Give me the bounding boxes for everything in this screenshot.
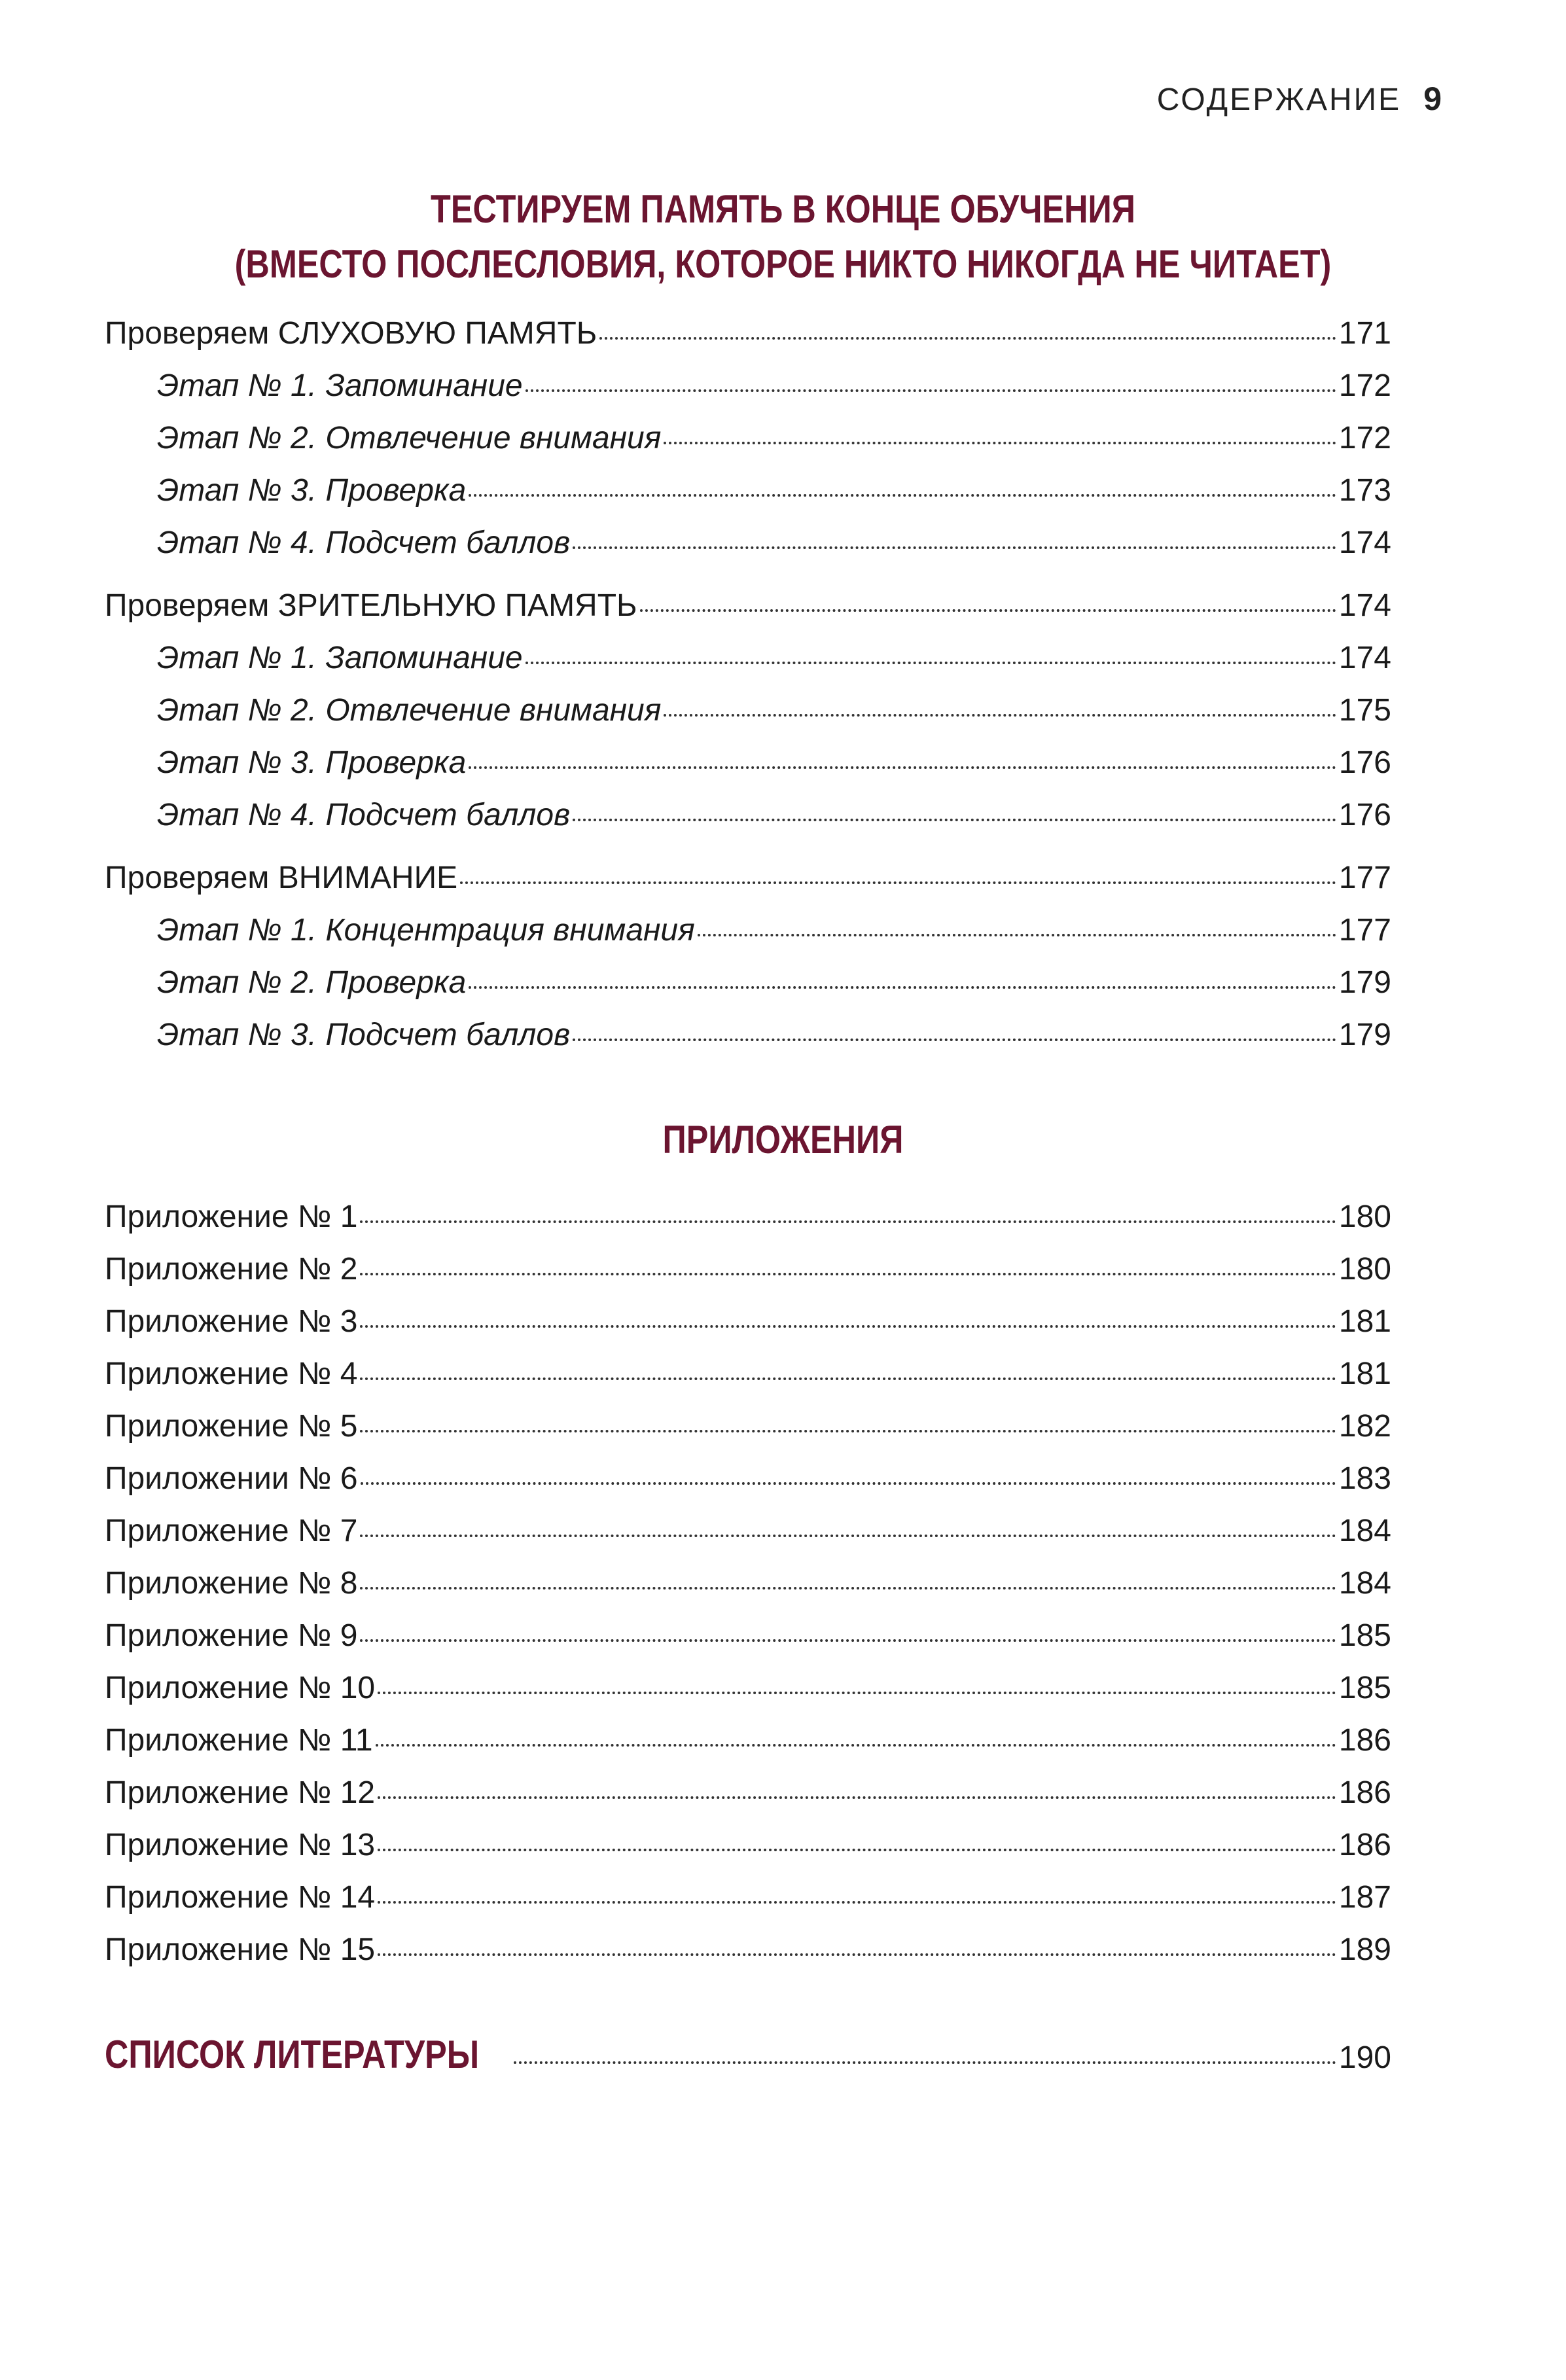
toc-subentry[interactable] — [105, 1009, 1391, 1061]
section-title-line-2: (ВМЕСТО ПОСЛЕСЛОВИЯ, КОТОРОЕ НИКТО НИКОГДА НЕ ЧИТАЕТ) — [234, 242, 1332, 286]
toc-subentry[interactable] — [105, 957, 1391, 1009]
toc-entry-page: 179 — [1338, 965, 1391, 1000]
leader-dots — [664, 442, 1336, 444]
section-title-line-1: ТЕСТИРУЕМ ПАМЯТЬ В КОНЦЕ ОБУЧЕНИЯ — [431, 187, 1135, 231]
toc-entry-appendix[interactable] — [105, 1348, 1391, 1400]
toc-subentry[interactable] — [105, 412, 1391, 465]
toc-entry-page: 174 — [1338, 588, 1391, 623]
toc-entry-label: Приложение № 2 — [105, 1252, 358, 1287]
toc-entry-appendix[interactable] — [105, 1767, 1391, 1819]
leader-dots — [360, 1325, 1336, 1328]
toc-entry-page: 174 — [1338, 525, 1391, 560]
toc-entry-page: 189 — [1338, 1932, 1391, 1967]
toc-entry-page: 190 — [1338, 2040, 1391, 2075]
toc-entry-page: 176 — [1338, 798, 1391, 832]
toc-entry-label: Приложение № 3 — [105, 1304, 358, 1339]
toc-subentry[interactable] — [105, 517, 1391, 569]
toc-entry-page: 185 — [1338, 1671, 1391, 1705]
toc-entry-page: 176 — [1338, 745, 1391, 780]
toc-entry-page: 177 — [1338, 913, 1391, 948]
leader-dots — [573, 546, 1336, 549]
toc-subentry[interactable] — [105, 465, 1391, 517]
toc-entry-label: Этап № 2. Отвлечение внимания — [157, 693, 662, 728]
leader-dots — [378, 1901, 1336, 1904]
toc-subentry[interactable] — [105, 904, 1391, 957]
leader-dots — [360, 1587, 1336, 1590]
toc-subentry[interactable] — [105, 632, 1391, 684]
toc-entry-page: 181 — [1338, 1357, 1391, 1391]
toc-section-bibliography — [105, 2029, 1391, 2081]
section-title-testing — [125, 182, 1440, 292]
toc-entry-page: 181 — [1338, 1304, 1391, 1339]
toc-entry-page: 177 — [1338, 861, 1391, 895]
toc-entry-label: Приложение № 7 — [105, 1514, 358, 1548]
toc-entry-page: 180 — [1338, 1199, 1391, 1234]
toc-entry-appendix[interactable] — [105, 1714, 1391, 1767]
toc-entry-page: 172 — [1338, 421, 1391, 455]
toc-entry-label: Этап № 4. Подсчет баллов — [157, 525, 571, 560]
toc-entry-appendix[interactable] — [105, 1296, 1391, 1348]
toc-subentry[interactable] — [105, 789, 1391, 842]
toc-entry-page: 172 — [1338, 368, 1391, 403]
toc-entry-label: Этап № 3. Подсчет баллов — [157, 1018, 571, 1052]
toc-entry-page: 179 — [1338, 1018, 1391, 1052]
toc-entry-appendix[interactable] — [105, 1505, 1391, 1557]
toc-section-testing — [105, 308, 1391, 1061]
leader-dots — [360, 1377, 1336, 1380]
running-title: СОДЕРЖАНИЕ — [1156, 82, 1402, 117]
toc-entry-label: Этап № 2. Проверка — [157, 965, 467, 1000]
leader-dots — [376, 1744, 1336, 1747]
leader-dots — [698, 934, 1336, 936]
toc-entry-page: 186 — [1338, 1828, 1391, 1862]
leader-dots — [378, 1692, 1336, 1694]
toc-entry-visual-memory[interactable] — [105, 580, 1391, 632]
leader-dots — [360, 1430, 1336, 1432]
toc-entry-label: Приложение № 12 — [105, 1775, 376, 1810]
toc-entry-label: Приложение № 13 — [105, 1828, 376, 1862]
toc-entry-page: 173 — [1338, 473, 1391, 508]
toc-entry-label: Приложение № 10 — [105, 1671, 376, 1705]
leader-dots — [360, 1535, 1336, 1537]
toc-entry-label: СПИСОК ЛИТЕРАТУРЫ — [105, 2033, 480, 2076]
leader-dots — [469, 766, 1336, 769]
toc-entry-appendix[interactable] — [105, 1453, 1391, 1505]
toc-entry-label: Этап № 2. Отвлечение внимания — [157, 421, 662, 455]
toc-entry-appendix[interactable] — [105, 1191, 1391, 1243]
page-number: 9 — [1423, 80, 1442, 117]
leader-dots — [664, 714, 1336, 717]
toc-entry-page: 184 — [1338, 1566, 1391, 1601]
toc-entry-attention[interactable] — [105, 852, 1391, 904]
toc-entry-label: Приложение № 1 — [105, 1199, 358, 1234]
leader-dots — [378, 1796, 1336, 1799]
toc-subentry[interactable] — [105, 684, 1391, 737]
toc-entry-page: 184 — [1338, 1514, 1391, 1548]
toc-entry-label: Этап № 1. Запоминание — [157, 368, 523, 403]
leader-dots — [599, 337, 1336, 340]
leader-dots — [573, 1039, 1336, 1041]
toc-entry-appendix[interactable] — [105, 1819, 1391, 1872]
toc-entry-page: 174 — [1338, 641, 1391, 675]
leader-dots — [640, 609, 1336, 612]
toc-entry-page: 186 — [1338, 1723, 1391, 1758]
toc-entry-page: 183 — [1338, 1461, 1391, 1496]
leader-dots — [378, 1849, 1336, 1851]
toc-entry-label: Этап № 3. Проверка — [157, 745, 467, 780]
leader-dots — [469, 986, 1336, 989]
toc-entry-label: Проверяем ВНИМАНИЕ — [105, 861, 458, 895]
leader-dots — [469, 494, 1336, 497]
toc-entry-appendix[interactable] — [105, 1400, 1391, 1453]
leader-dots — [514, 2061, 1336, 2064]
toc-entry-page: 171 — [1338, 316, 1391, 351]
leader-dots — [525, 389, 1336, 392]
toc-subentry[interactable] — [105, 360, 1391, 412]
toc-entry-auditory-memory[interactable] — [105, 308, 1391, 360]
toc-entry-label: Проверяем ЗРИТЕЛЬНУЮ ПАМЯТЬ — [105, 588, 637, 623]
toc-entry-label: Приложение № 8 — [105, 1566, 358, 1601]
leader-dots — [360, 1273, 1336, 1275]
toc-entry-appendix[interactable] — [105, 1662, 1391, 1714]
toc-entry-appendix[interactable] — [105, 1243, 1391, 1296]
toc-entry-bibliography[interactable] — [105, 2029, 1391, 2081]
running-header — [1157, 80, 1442, 118]
toc-entry-label: Приложение № 11 — [105, 1723, 373, 1758]
toc-entry-label: Проверяем СЛУХОВУЮ ПАМЯТЬ — [105, 316, 597, 351]
leader-dots — [360, 1220, 1336, 1223]
toc-entry-page: 175 — [1338, 693, 1391, 728]
toc-entry-page: 186 — [1338, 1775, 1391, 1810]
toc-entry-appendix[interactable] — [105, 1610, 1391, 1662]
leader-dots — [361, 1482, 1336, 1485]
toc-entry-appendix[interactable] — [105, 1557, 1391, 1610]
toc-entry-label: Приложение № 5 — [105, 1409, 358, 1444]
toc-subentry[interactable] — [105, 737, 1391, 789]
toc-entry-label: Приложение № 14 — [105, 1880, 376, 1915]
leader-dots — [573, 819, 1336, 821]
toc-entry-label: Приложении № 6 — [105, 1461, 358, 1496]
toc-entry-label: Приложение № 4 — [105, 1357, 358, 1391]
toc-entry-label: Этап № 4. Подсчет баллов — [157, 798, 571, 832]
leader-dots — [378, 1953, 1336, 1956]
toc-section-appendices — [105, 1191, 1391, 1976]
toc-entry-page: 180 — [1338, 1252, 1391, 1287]
leader-dots — [460, 881, 1336, 884]
toc-entry-label: Этап № 1. Запоминание — [157, 641, 523, 675]
toc-entry-label: Приложение № 15 — [105, 1932, 376, 1967]
toc-entry-page: 187 — [1338, 1880, 1391, 1915]
toc-entry-label: Этап № 1. Концентрация внимания — [157, 913, 695, 948]
toc-entry-label: Приложение № 9 — [105, 1618, 358, 1653]
toc-entry-appendix[interactable] — [105, 1924, 1391, 1976]
leader-dots — [525, 662, 1336, 664]
toc-entry-page: 185 — [1338, 1618, 1391, 1653]
leader-dots — [360, 1639, 1336, 1642]
toc-entry-page: 182 — [1338, 1409, 1391, 1444]
toc-entry-label: Этап № 3. Проверка — [157, 473, 467, 508]
section-title-appendices: ПРИЛОЖЕНИЯ — [662, 1118, 904, 1162]
toc-entry-appendix[interactable] — [105, 1872, 1391, 1924]
